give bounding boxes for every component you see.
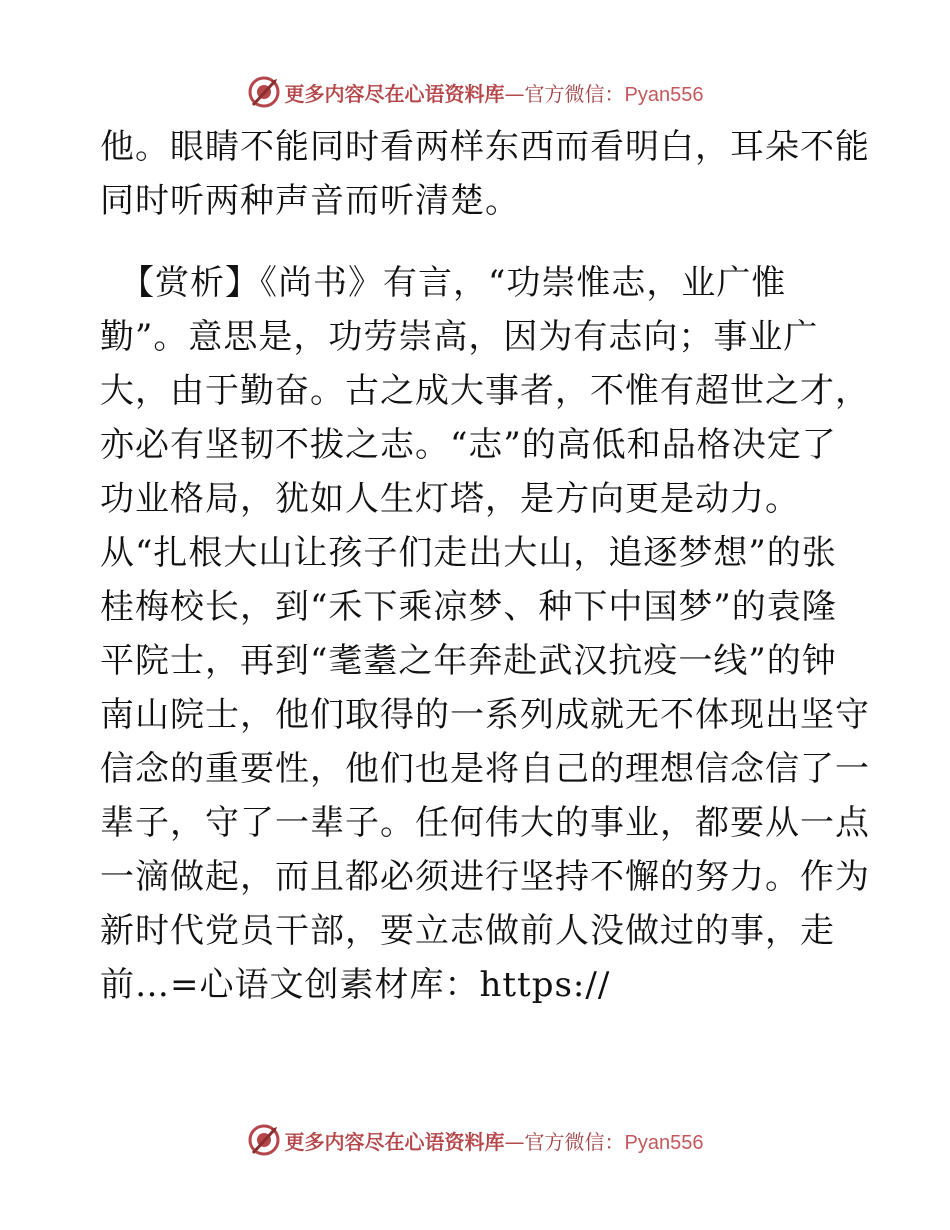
paragraph-2-line: 桂梅校长，到“禾下乘凉梦、种下中国梦”的袁隆 <box>100 587 837 627</box>
document-body <box>100 120 870 1012</box>
paragraph-2-line: 大，由于勤奋。古之成大事者，不惟有超世之才， <box>100 371 870 411</box>
paragraph-2-line: 一滴做起，而且都必须进行坚持不懈的努力。作为 <box>100 857 870 897</box>
paragraph-2-line: 功业格局，犹如人生灯塔，是方向更是动力。 <box>100 479 800 519</box>
paragraph-2-line: 前…=心语文创素材库：https:// <box>100 965 611 1005</box>
paragraph-2-line: 南山院士，他们取得的一系列成就无不体现出坚守 <box>100 695 870 735</box>
paragraph-1-line: 同时听两种声音而听清楚。 <box>100 181 520 221</box>
paragraph-2-line: 信念的重要性，他们也是将自己的理想信念信了一 <box>100 749 870 789</box>
paragraph-2-line: 平院士，再到“耄耋之年奔赴武汉抗疫一线”的钟 <box>100 641 837 681</box>
watermark-text <box>285 1126 704 1155</box>
paragraph-2-line: 辈子，守了一辈子。任何伟大的事业，都要从一点 <box>100 803 870 843</box>
watermark-dash: — <box>504 1129 525 1154</box>
paragraph-2-line: 亦必有坚韧不拔之志。“志”的高低和品格决定了 <box>100 425 837 465</box>
watermark-text <box>285 78 704 107</box>
header-watermark <box>0 72 950 112</box>
brand-logo-icon <box>247 75 281 109</box>
watermark-main: 更多内容尽在心语资料库 <box>284 81 505 106</box>
paragraph-2-line: 新时代党员干部，要立志做前人没做过的事，走 <box>100 911 835 951</box>
paragraph-1-line: 他。眼睛不能同时看两样东西而看明白，耳朵不能 <box>100 127 870 167</box>
watermark-handle: Pyan556 <box>624 83 704 106</box>
watermark-handle: Pyan556 <box>624 1131 704 1154</box>
watermark-sub: 官方微信： <box>524 81 625 106</box>
watermark-main: 更多内容尽在心语资料库 <box>284 1129 505 1154</box>
watermark-dash: — <box>504 81 525 106</box>
footer-watermark <box>0 1120 950 1160</box>
paragraph-2-line: 从“扎根大山让孩子们走出大山，追逐梦想”的张 <box>100 533 837 573</box>
paragraph-2-line: 勤”。意思是，功劳崇高，因为有志向；事业广 <box>100 317 819 357</box>
paragraph-2-line: 【赏析】《尚书》有言，“功崇惟志，业广惟 <box>120 263 787 303</box>
paragraph-gap <box>100 228 860 256</box>
watermark-sub: 官方微信： <box>524 1129 625 1154</box>
brand-logo-icon <box>247 1123 281 1157</box>
